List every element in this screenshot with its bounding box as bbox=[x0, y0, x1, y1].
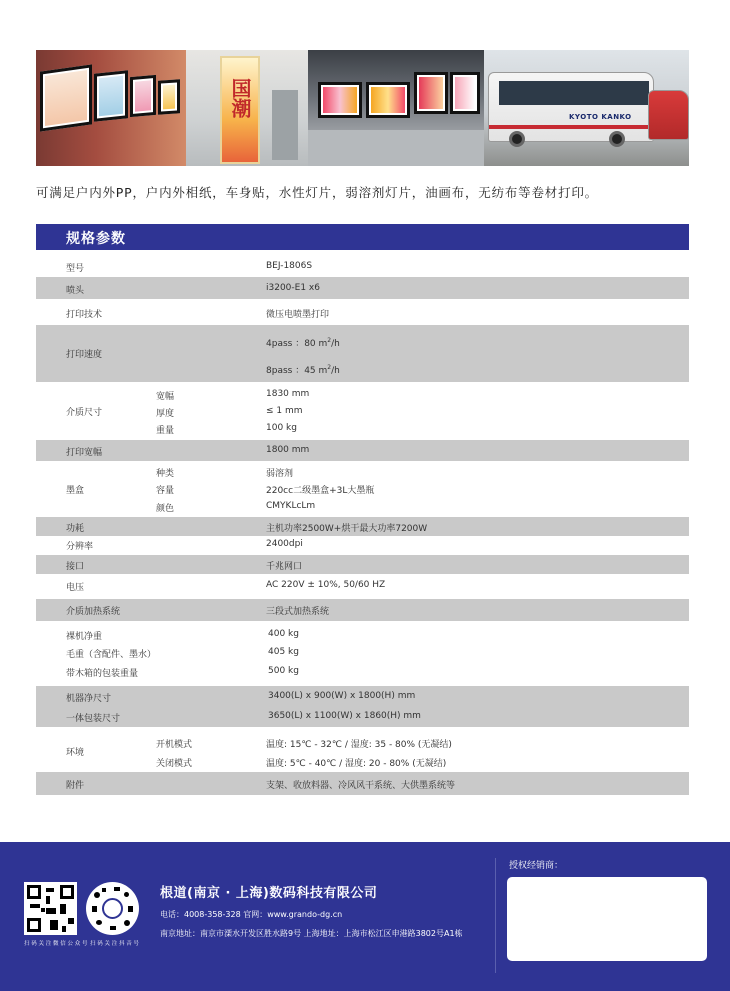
spec-value: 1800 mm bbox=[266, 445, 310, 455]
spec-row-voltage bbox=[36, 574, 689, 599]
company-name: 根道(南京 · 上海)数码科技有限公司 bbox=[160, 886, 378, 901]
spec-sublabel: 重量 bbox=[156, 426, 175, 436]
douyin-logo-icon bbox=[102, 898, 123, 919]
lightbox-frame bbox=[158, 79, 180, 115]
product-application-photos bbox=[36, 50, 689, 166]
spec-value: 1830 mm bbox=[266, 389, 310, 399]
lightbox-frame bbox=[40, 64, 92, 131]
spec-sublabel: 宽幅 bbox=[156, 392, 175, 402]
spec-label: 毛重（含配件、墨水） bbox=[66, 650, 157, 660]
spec-value: CMYKLcLm bbox=[266, 501, 316, 511]
spec-section-header bbox=[36, 224, 689, 250]
spec-label: 电压 bbox=[66, 583, 85, 593]
spec-row-width bbox=[36, 440, 689, 461]
spec-value: 100 kg bbox=[266, 423, 297, 433]
dealer-label: 授权经销商： bbox=[509, 861, 564, 871]
spec-value: 3650(L) x 1100(W) x 1860(H) mm bbox=[268, 711, 421, 721]
photo-shop-menu-boards bbox=[308, 50, 484, 166]
spec-label: 接口 bbox=[66, 562, 85, 572]
photo-lightbox-wall bbox=[36, 50, 186, 166]
wechat-qr-code bbox=[24, 882, 77, 935]
dealer-stamp-box bbox=[507, 877, 707, 961]
spec-label: 功耗 bbox=[66, 524, 85, 534]
red-bus bbox=[648, 90, 689, 140]
douyin-qr-code bbox=[86, 882, 139, 935]
spec-value: 支架、收放料器、冷风风干系统、大供墨系统等 bbox=[266, 781, 456, 791]
poster-text: 国潮 bbox=[228, 78, 252, 118]
spec-value: 2400dpi bbox=[266, 539, 303, 549]
spec-value: 三段式加热系统 bbox=[266, 607, 330, 617]
spec-value: 温度: 5℃ - 40℃ / 湿度: 20 - 80% (无凝结) bbox=[266, 759, 447, 769]
spec-value: 405 kg bbox=[268, 647, 299, 657]
photo-bus-wrap bbox=[484, 50, 689, 166]
spec-row-heating bbox=[36, 599, 689, 621]
spec-label: 带木箱的包装重量 bbox=[66, 669, 139, 679]
spec-sublabel: 厚度 bbox=[156, 409, 175, 419]
spec-label: 分辨率 bbox=[66, 542, 94, 552]
menu-board bbox=[450, 72, 480, 114]
spec-row-accessories bbox=[36, 772, 689, 795]
spec-value: 3400(L) x 900(W) x 1800(H) mm bbox=[268, 691, 416, 701]
shop-counter bbox=[308, 130, 484, 166]
spec-value: AC 220V ± 10%, 50/60 HZ bbox=[266, 580, 386, 590]
background-wall bbox=[272, 90, 298, 160]
footer bbox=[0, 842, 730, 991]
spec-label: 机器净尺寸 bbox=[66, 694, 112, 704]
spec-row-tech bbox=[36, 299, 689, 325]
spec-label: 裸机净重 bbox=[66, 632, 103, 642]
spec-row-env bbox=[36, 727, 689, 772]
application-intro: 可满足户内外PP，户内外相纸，车身贴，水性灯片，弱溶剂灯片，油画布，无纺布等卷材打印。 bbox=[36, 185, 598, 200]
bus bbox=[488, 72, 654, 142]
spec-value-4pass: 4pass ：80 $m^2/h$ bbox=[266, 337, 340, 349]
spec-row-model bbox=[36, 255, 689, 277]
spec-value: 微压电喷墨打印 bbox=[266, 310, 330, 320]
contact-info: 电话：4008-358-328 官网：www.grando-dg.cn bbox=[160, 910, 343, 919]
spec-row-ink bbox=[36, 461, 689, 517]
spec-label: 一体包装尺寸 bbox=[66, 714, 121, 724]
bus-text: KYOTO KANKO bbox=[569, 113, 632, 121]
spec-row-size bbox=[36, 686, 689, 727]
menu-board bbox=[318, 82, 362, 118]
menu-board bbox=[366, 82, 410, 118]
spec-value: i3200-E1 x6 bbox=[266, 283, 320, 293]
spec-value: 弱溶剂 bbox=[266, 469, 294, 479]
spec-label: 介质加热系统 bbox=[66, 607, 121, 617]
spec-value: ≤ 1 mm bbox=[266, 406, 303, 416]
spec-value: 400 kg bbox=[268, 629, 299, 639]
spec-label: 介质尺寸 bbox=[66, 408, 103, 418]
address-info: 南京地址：南京市溧水开发区胜水路9号 上海地址：上海市松江区申港路3802号A1栋 bbox=[160, 929, 463, 938]
spec-label: 附件 bbox=[66, 781, 85, 791]
spec-value: 千兆网口 bbox=[266, 562, 303, 572]
spec-row-weight bbox=[36, 621, 689, 686]
spec-sublabel: 容量 bbox=[156, 486, 175, 496]
spec-value-8pass: 8pass ：45 $m^2/h$ bbox=[266, 364, 340, 376]
spec-label: 型号 bbox=[66, 264, 85, 274]
footer-divider bbox=[495, 858, 496, 973]
spec-label: 打印技术 bbox=[66, 310, 103, 320]
spec-value: 温度: 15℃ - 32℃ / 湿度: 35 - 80% (无凝结) bbox=[266, 740, 452, 750]
spec-value: 500 kg bbox=[268, 666, 299, 676]
spec-sublabel: 关闭模式 bbox=[156, 759, 193, 769]
spec-row-head bbox=[36, 277, 689, 299]
spec-sublabel: 颜色 bbox=[156, 504, 175, 514]
lightbox-frame bbox=[130, 75, 156, 117]
spec-label: 喷头 bbox=[66, 286, 85, 296]
spec-sublabel: 种类 bbox=[156, 469, 175, 479]
spec-row-speed bbox=[36, 325, 689, 382]
qr-caption-wechat: 扫 码 关 注 微 信 公 众 号 bbox=[24, 941, 88, 947]
rollup-poster bbox=[220, 56, 260, 164]
spec-row-interface bbox=[36, 555, 689, 574]
spec-value: BEJ-1806S bbox=[266, 261, 313, 271]
spec-row-resolution bbox=[36, 536, 689, 555]
spec-title: 规格参数 bbox=[66, 231, 126, 247]
spec-row-power bbox=[36, 517, 689, 536]
menu-board bbox=[414, 72, 448, 114]
spec-label: 墨盒 bbox=[66, 486, 85, 496]
spec-sublabel: 开机模式 bbox=[156, 740, 193, 750]
spec-value: 主机功率2500W+烘干最大功率7200W bbox=[266, 524, 428, 534]
qr-caption-douyin: 扫 码 关 注 抖 音 号 bbox=[90, 941, 139, 947]
spec-label: 环境 bbox=[66, 748, 85, 758]
spec-label: 打印宽幅 bbox=[66, 448, 103, 458]
spec-value: 220cc二级墨盒+3L大墨瓶 bbox=[266, 486, 375, 496]
spec-row-media bbox=[36, 382, 689, 440]
spec-label: 打印速度 bbox=[66, 350, 103, 360]
photo-rollup-poster bbox=[186, 50, 308, 166]
lightbox-frame bbox=[94, 70, 128, 122]
